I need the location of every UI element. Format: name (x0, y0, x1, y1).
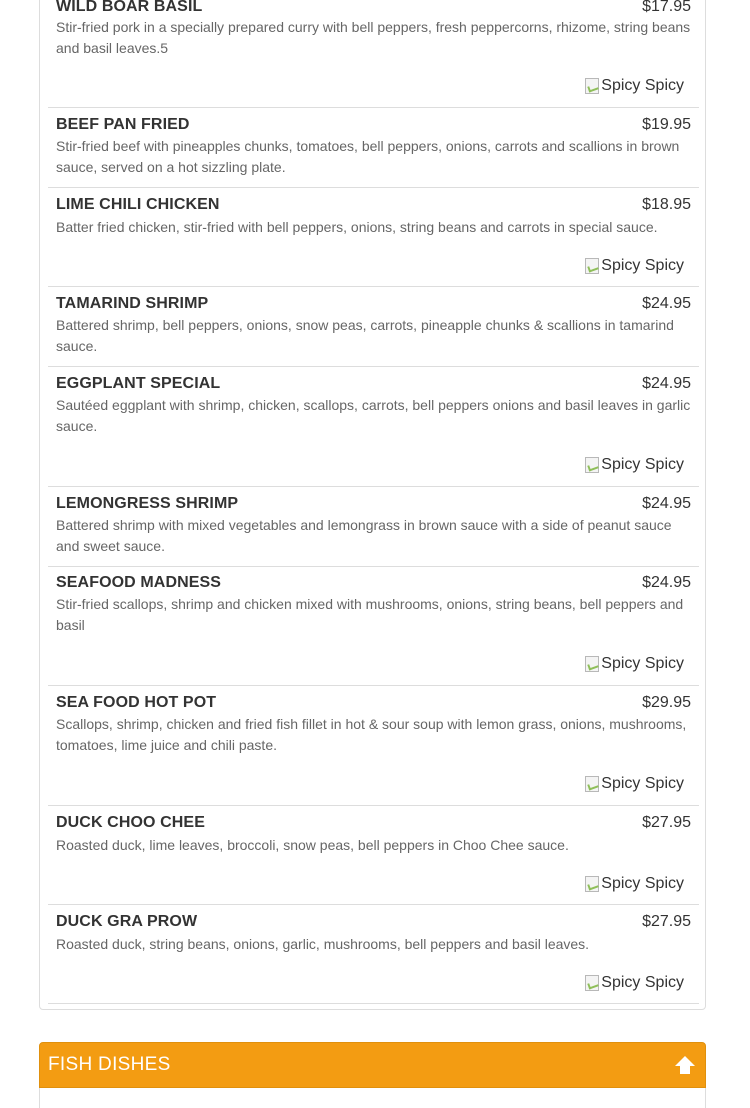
spicy-label: Spicy Spicy (601, 77, 684, 94)
chili-pepper-icon (585, 78, 599, 94)
menu-item (48, 287, 699, 367)
menu-item-list (48, 0, 699, 1004)
item-price: $29.95 (642, 694, 691, 711)
item-description: Roasted duck, string beans, onions, garlic, mushrooms, bell peppers and basil leaves. (56, 936, 590, 952)
item-name: EGGPLANT SPECIAL (56, 375, 221, 392)
section-body (39, 1088, 706, 1108)
item-description: Scallops, shrimp, chicken and fried fish fillet in hot & sour soup with lemon grass, onions, mushrooms, tomatoes, lime juice and chili paste. (56, 716, 687, 753)
item-description: Stir-fried pork in a specially prepared curry with bell peppers, fresh peppercorns, rhizome, string beans and basil leaves.5 (56, 19, 691, 56)
spicy-label: Spicy Spicy (601, 257, 684, 274)
item-price: $27.95 (642, 814, 691, 831)
spicy-label: Spicy Spicy (601, 456, 684, 473)
item-price: $24.95 (642, 375, 691, 392)
item-description: Battered shrimp, bell peppers, onions, snow peas, carrots, pineapple chunks & scallions in tamarind sauce. (56, 317, 674, 354)
item-description: Roasted duck, lime leaves, broccoli, snow peas, bell peppers in Choo Chee sauce. (56, 837, 569, 853)
menu-item (48, 188, 699, 287)
item-description: Stir-fried scallops, shrimp and chicken mixed with mushrooms, onions, string beans, bell peppers and basil (56, 596, 684, 633)
item-name: TAMARIND SHRIMP (56, 295, 209, 312)
item-price: $17.95 (642, 0, 691, 15)
item-description: Battered shrimp with mixed vegetables and lemongrass in brown sauce with a side of peanut sauce and sweet sauce. (56, 517, 672, 554)
spicy-indicator (585, 974, 684, 992)
menu-item (48, 487, 699, 567)
spicy-label: Spicy Spicy (601, 875, 684, 892)
item-price: $18.95 (642, 196, 691, 213)
item-name: BEEF PAN FRIED (56, 116, 190, 133)
item-name: WILD BOAR BASIL (56, 0, 203, 15)
item-price: $27.95 (642, 913, 691, 930)
chili-pepper-icon (585, 776, 599, 792)
chili-pepper-icon (585, 876, 599, 892)
item-name: LIME CHILI CHICKEN (56, 196, 220, 213)
menu-item (48, 905, 699, 1004)
spicy-label: Spicy Spicy (601, 974, 684, 991)
menu-item (48, 686, 699, 806)
menu-item (48, 0, 699, 108)
menu-item (48, 567, 699, 686)
section-header-fish-dishes[interactable] (39, 1042, 706, 1088)
section-title: FISH DISHES (48, 1054, 171, 1075)
item-price: $24.95 (642, 495, 691, 512)
chili-pepper-icon (585, 975, 599, 991)
menu-item (48, 108, 699, 188)
item-description: Stir-fried beef with pineapples chunks, tomatoes, bell peppers, onions, carrots and scallions in brown sauce, served on a hot sizzling plate. (56, 138, 680, 175)
arrow-circle-up-icon[interactable] (673, 1053, 697, 1077)
item-name: DUCK CHOO CHEE (56, 814, 205, 831)
item-name: SEAFOOD MADNESS (56, 574, 222, 591)
item-price: $24.95 (642, 574, 691, 591)
spicy-label: Spicy Spicy (601, 775, 684, 792)
chili-pepper-icon (585, 457, 599, 473)
spicy-indicator (585, 257, 684, 275)
spicy-indicator (585, 77, 684, 95)
item-price: $24.95 (642, 295, 691, 312)
item-name: DUCK GRA PROW (56, 913, 198, 930)
item-name: LEMONGRESS SHRIMP (56, 495, 239, 512)
item-price: $19.95 (642, 116, 691, 133)
spicy-indicator (585, 875, 684, 893)
item-name: SEA FOOD HOT POT (56, 694, 217, 711)
menu-item (48, 367, 699, 487)
spicy-label: Spicy Spicy (601, 655, 684, 672)
item-description: Sautéed eggplant with shrimp, chicken, scallops, carrots, bell peppers onions and basil leaves in garlic sauce. (56, 397, 691, 434)
spicy-indicator (585, 775, 684, 793)
item-description: Batter fried chicken, stir-fried with bell peppers, onions, string beans and carrots in special sauce. (56, 219, 658, 235)
spicy-indicator (585, 456, 684, 474)
menu-panel (39, 0, 706, 1010)
spicy-indicator (585, 655, 684, 673)
chili-pepper-icon (585, 656, 599, 672)
chili-pepper-icon (585, 258, 599, 274)
menu-item (48, 806, 699, 905)
